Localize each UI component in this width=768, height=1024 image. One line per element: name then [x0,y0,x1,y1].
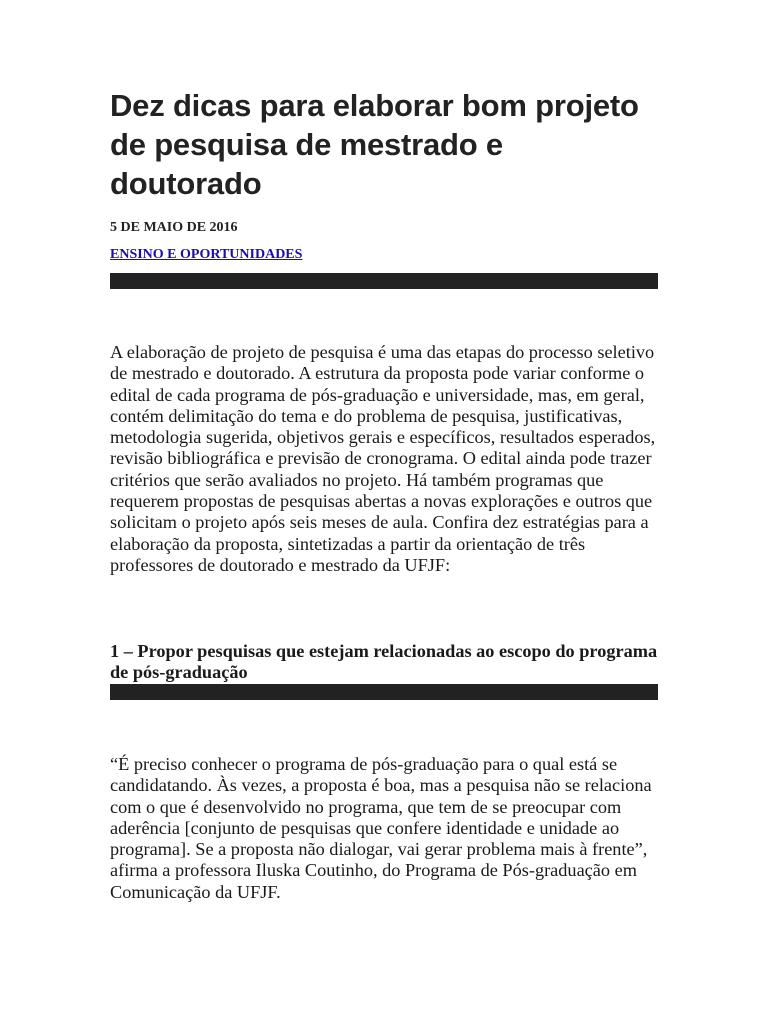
tip-1-heading: 1 – Propor pesquisas que estejam relacionadas ao escopo do programa de pós-graduação [110,641,658,683]
divider-bar [110,273,658,289]
article-date: 5 DE MAIO DE 2016 [110,220,238,235]
divider-bar [110,684,658,700]
tip-1-paragraph: “É preciso conhecer o programa de pós-graduação para o qual está se candidatando. Às vezes, a proposta é boa, mas a pesquisa não se relaciona com o que é desenvolvido no programa, que tem de se preocupar com aderência [conjunto de pesquisas que confere identidade e unidade ao programa]. Se a proposta não dialogar, vai gerar problema mais à frente”, afirma a professora Iluska Coutinho, do Programa de Pós-graduação em Comunicação da UFJF. [110,754,652,902]
article-title: Dez dicas para elaborar bom projeto de pesquisa de mestrado e doutorado [110,88,639,201]
category-link[interactable]: ENSINO E OPORTUNIDADES [110,247,303,262]
intro-paragraph: A elaboração de projeto de pesquisa é uma das etapas do processo seletivo de mestrado e doutorado. A estrutura da proposta pode variar conforme o edital de cada programa de pós-graduação e universidade, mas, em geral, contém delimitação do tema e do problema de pesquisa, justificativas, metodologia sugerida, objetivos gerais e específicos, resultados esperados, revisão bibliográfica e previsão de cronograma. O edital ainda pode trazer critérios que serão avaliados no projeto. Há também programas que requerem propostas de pesquisas abertas a novas explorações e outros que solicitam o projeto após seis meses de aula. Confira dez estratégias para a elaboração da proposta, sintetizadas a partir da orientação de três professores de doutorado e mestrado da UFJF: [110,342,656,575]
